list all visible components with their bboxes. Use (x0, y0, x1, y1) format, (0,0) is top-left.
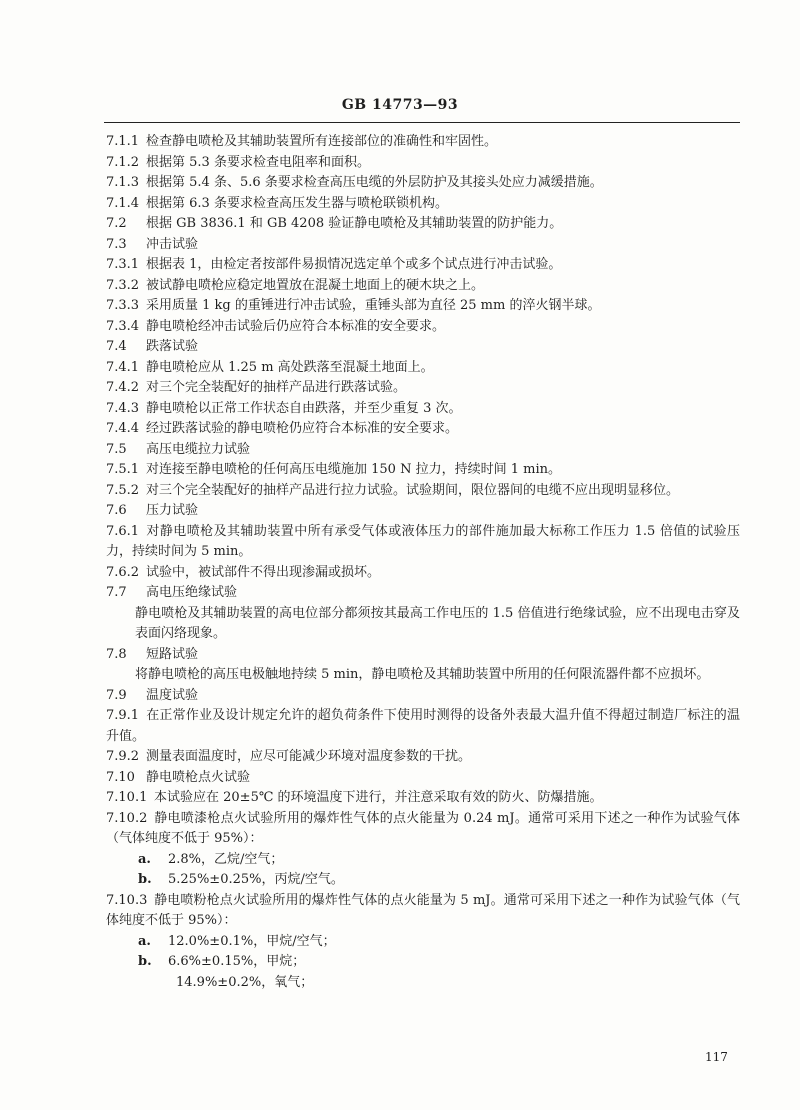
paragraph-7-7: 静电喷枪及其辅助装置的高电位部分都须按其最高工作电压的 1.5 倍值进行绝缘试验，应不出现电击穿及表面闪络现象。 (135, 605, 740, 641)
clause-text: 测量表面温度时，应尽可能减少环境对温度参数的干扰。 (146, 749, 472, 764)
clause-7-5-1 (106, 460, 740, 481)
clause-number: 7.1.1 (106, 134, 140, 149)
list-label: a. (138, 851, 151, 867)
section-title: 压力试验 (146, 503, 199, 518)
clause-7-10-2 (106, 809, 740, 850)
clause-7-1-2 (106, 153, 740, 174)
clause-number: 7.5.2 (106, 482, 140, 498)
clause-number: 7.6.2 (106, 564, 140, 580)
clause-number: 7.9.1 (106, 708, 140, 723)
list-text: 6.6%±0.15%，甲烷； (168, 954, 306, 969)
section-7-8-heading (106, 645, 740, 666)
clause-number: 7.3.1 (106, 257, 140, 272)
section-title: 短路试验 (146, 646, 199, 662)
clause-text: 静电喷漆枪点火试验所用的爆炸性气体的点火能量为 0.24 mJ。通常可采用下述之一种作为试验气体（气体纯度不低于 95%）： (106, 810, 740, 846)
clause-7-3-1 (106, 255, 740, 276)
clause-number: 7.3.2 (106, 277, 140, 293)
clause-text: 静电喷枪经冲击试验后仍应符合本标准的安全要求。 (146, 318, 446, 334)
clause-number: 7.10.2 (106, 810, 148, 826)
header-rule (104, 122, 740, 123)
clause-7-3-3 (106, 296, 740, 317)
clause-7-4-1 (106, 358, 740, 379)
section-7-6-heading (106, 501, 740, 522)
clause-text: 根据表 1，由检定者按部件易损情况选定单个或多个试点进行冲击试验。 (146, 257, 562, 272)
section-number: 7.10 (106, 769, 135, 785)
clause-text: 本试验应在 20±5℃ 的环境温度下进行，并注意采取有效的防火、防爆措施。 (154, 790, 603, 805)
clause-text: 根据第 6.3 条要求检查高压发生器与喷枪联锁机构。 (146, 195, 448, 211)
list-continuation: 14.9%±0.2%，氧气； (176, 974, 314, 990)
clause-text: 根据第 5.4 条、5.6 条要求检查高压电缆的外层防护及其接头处应力减缓措施。 (146, 175, 603, 190)
clause-7-6-2 (106, 563, 740, 584)
section-number: 7.5 (106, 441, 127, 457)
section-7-10-heading (106, 768, 740, 789)
clause-text: 对连接至静电喷枪的任何高压电缆施加 150 N 拉力，持续时间 1 min。 (146, 462, 561, 477)
list-label: b. (138, 872, 152, 887)
clause-7-3-2 (106, 276, 740, 297)
section-title: 温度试验 (146, 687, 199, 703)
clause-number: 7.1.2 (106, 154, 140, 170)
clause-number: 7.9.2 (106, 749, 140, 764)
clause-text: 静电喷枪应从 1.25 m 高处跌落至混凝土地面上。 (146, 359, 434, 375)
section-7-4-heading (106, 337, 740, 358)
document-header: GB 14773—93 (341, 97, 459, 113)
clause-text: 静电喷粉枪点火试验所用的爆炸性气体的点火能量为 5 mJ。通常可采用下述之一种作为试验气体（气体纯度不低于 95%）： (106, 892, 740, 928)
clause-text: 经过跌落试验的静电喷枪仍应符合本标准的安全要求。 (146, 421, 459, 436)
section-title: 跌落试验 (146, 339, 199, 354)
section-7-9-heading (106, 686, 740, 707)
clause-7-4-4 (106, 419, 740, 440)
clause-text: 对三个完全装配好的抽样产品进行跌落试验。 (146, 380, 407, 395)
clause-text: 试验中，被试部件不得出现渗漏或损坏。 (146, 564, 381, 580)
clause-number: 7.4.3 (106, 400, 140, 416)
clause-number: 7.4.4 (106, 421, 140, 436)
clause-text: 被试静电喷枪应稳定地置放在混凝土地面上的硬木块之上。 (146, 277, 485, 293)
clause-7-2 (106, 214, 740, 235)
section-7-7-heading (106, 583, 740, 604)
clause-7-1-1 (106, 132, 740, 153)
list-item (106, 952, 740, 973)
clause-number: 7.2 (106, 216, 127, 231)
clause-7-4-2 (106, 378, 740, 399)
list-item (106, 850, 740, 871)
clause-text: 对三个完全装配好的抽样产品进行拉力试验。试验期间，限位器间的电缆不应出现明显移位。 (146, 482, 680, 498)
clause-7-10-3 (106, 891, 740, 932)
clause-text: 根据第 5.3 条要求检查电阻率和面积。 (146, 154, 370, 170)
clause-number: 7.10.1 (106, 790, 148, 805)
clause-number: 7.1.4 (106, 195, 140, 211)
clause-7-10-1 (106, 788, 740, 809)
clause-text: 在正常作业及设计规定允许的超负荷条件下使用时测得的设备外表最大温升值不得超过制造厂标注的温升值。 (106, 708, 740, 744)
clause-7-5-2 (106, 481, 740, 502)
list-item (106, 932, 740, 953)
list-text: 12.0%±0.1%，甲烷/空气； (168, 933, 336, 949)
clause-text: 对静电喷枪及其辅助装置中所有承受气体或液体压力的部件施加最大标称工作压力 1.5 倍值的试验压力，持续时间为 5 min。 (106, 523, 740, 559)
clause-number: 7.4.1 (106, 359, 140, 375)
clause-number: 7.4.2 (106, 380, 140, 395)
section-title: 高电压绝缘试验 (146, 585, 238, 600)
clause-7-6-1 (106, 522, 740, 563)
clause-number: 7.6.1 (106, 523, 140, 539)
clause-number: 7.1.3 (106, 175, 140, 190)
list-text: 5.25%±0.25%，丙烷/空气。 (168, 872, 344, 887)
clause-number: 7.5.1 (106, 462, 140, 477)
list-item (106, 870, 740, 891)
section-number: 7.6 (106, 503, 127, 518)
paragraph-7-8: 将静电喷枪的高压电极触地持续 5 min，静电喷枪及其辅助装置中所用的任何限流器件都不应损坏。 (135, 667, 710, 682)
section-7-5-heading (106, 440, 740, 461)
clause-7-9-1 (106, 706, 740, 747)
list-text: 2.8%，乙烷/空气； (168, 851, 284, 867)
clause-text: 静电喷枪以正常工作状态自由跌落，并至少重复 3 次。 (146, 400, 462, 416)
list-label: b. (138, 954, 152, 969)
clause-text: 检查静电喷枪及其辅助装置所有连接部位的准确性和牢固性。 (146, 134, 498, 149)
clause-number: 7.10.3 (106, 892, 148, 908)
clause-7-4-3 (106, 399, 740, 420)
clause-7-1-3 (106, 173, 740, 194)
section-title: 冲击试验 (146, 236, 199, 252)
clause-text: 根据 GB 3836.1 和 GB 4208 验证静电喷枪及其辅助装置的防护能力。 (146, 216, 563, 231)
section-7-3-heading (106, 235, 740, 256)
list-label: a. (138, 933, 151, 949)
clause-7-1-4 (106, 194, 740, 215)
section-title: 静电喷枪点火试验 (146, 769, 251, 785)
section-number: 7.3 (106, 236, 127, 252)
clause-number: 7.3.3 (106, 298, 140, 313)
section-number: 7.4 (106, 339, 127, 354)
section-number: 7.9 (106, 687, 127, 703)
section-number: 7.8 (106, 646, 127, 662)
clause-7-9-2 (106, 747, 740, 768)
clause-number: 7.3.4 (106, 318, 140, 334)
clause-text: 采用质量 1 kg 的重锤进行冲击试验，重锤头部为直径 25 mm 的淬火钢半球。 (146, 298, 601, 313)
section-number: 7.7 (106, 585, 127, 600)
section-title: 高压电缆拉力试验 (146, 441, 251, 457)
document-body (106, 132, 740, 993)
page-number: 117 (705, 1050, 728, 1064)
clause-7-3-4 (106, 317, 740, 338)
